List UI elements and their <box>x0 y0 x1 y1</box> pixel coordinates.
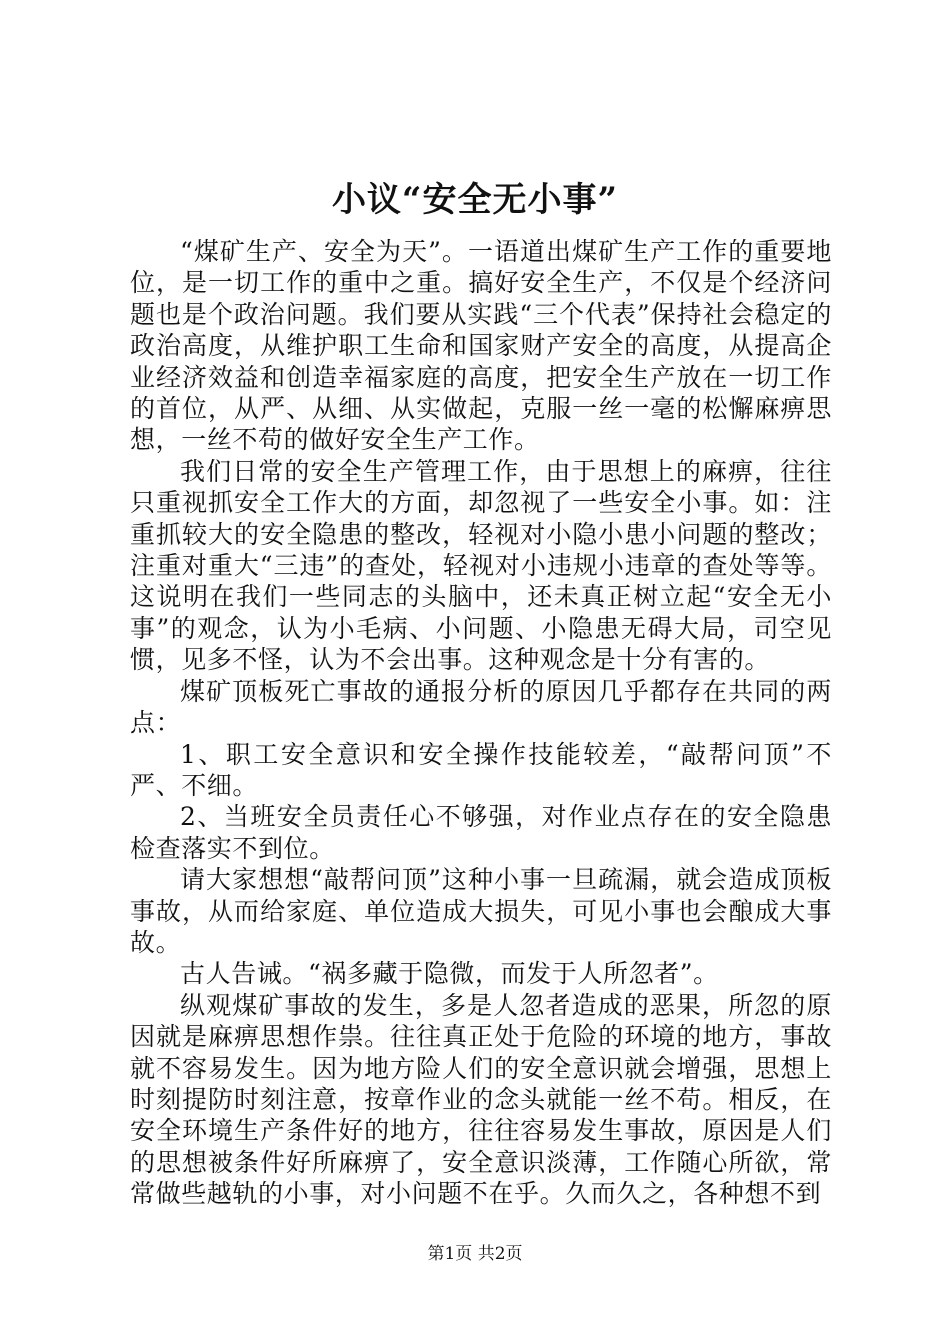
paragraph: 2、当班安全员责任心不够强，对作业点存在的安全隐患检查落实不到位。 <box>130 802 832 863</box>
paragraph: 纵观煤矿事故的发生，多是人忽者造成的恶果，所忽的原因就是麻痹思想作祟。往往真正处于危险的环境的地方，事故就不容易发生。因为地方险人们的安全意识就会增强，思想上时刻提防时刻注意，按章作业的念头就能一丝不苟。相反，在安全环境生产条件好的地方，往往容易发生事故，原因是人们的思想被条件好所麻痹了，安全意识淡薄，工作随心所欲，常常做些越轨的小事，对小问题不在乎。久而久之，各种想不到 <box>130 990 832 1209</box>
paragraph: 请大家想想“敲帮问顶”这种小事一旦疏漏，就会造成顶板事故，从而给家庭、单位造成大损失，可见小事也会酿成大事故。 <box>130 865 832 957</box>
paragraph: “煤矿生产、安全为天”。一语道出煤矿生产工作的重要地位，是一切工作的重中之重。搞好安全生产，不仅是个经济问题也是个政治问题。我们要从实践“三个代表”保持社会稳定的政治高度，从维护职工生命和国家财产安全的高度，从提高企业经济效益和创造幸福家庭的高度，把安全生产放在一切工作的首位，从严、从细、从实做起，克服一丝一毫的松懈麻痹思想，一丝不苟的做好安全生产工作。 <box>130 237 832 455</box>
paragraph: 煤矿顶板死亡事故的通报分析的原因几乎都存在共同的两点： <box>130 676 832 738</box>
document-title: 小议“安全无小事” <box>331 180 619 220</box>
document-body <box>130 236 832 1210</box>
paragraph: 1、职工安全意识和安全操作技能较差，“敲帮问顶”不严、不细。 <box>130 739 832 800</box>
paragraph: 我们日常的安全生产管理工作，由于思想上的麻痹，往往只重视抓安全工作大的方面，却忽视了一些安全小事。如：注重抓较大的安全隐患的整改，轻视对小隐小患小问题的整改；注重对重大“三违”的查处，轻视对小违规小违章的查处等等。这说明在我们一些同志的头脑中，还未真正树立起“安全无小事”的观念，认为小毛病、小问题、小隐患无碍大局，司空见惯，见多不怪，认为不会出事。这种观念是十分有害的。 <box>130 456 832 675</box>
paragraph: 古人告诫。“祸多藏于隐微，而发于人所忽者”。 <box>180 959 719 989</box>
page-footer: 第1页 共2页 <box>427 1244 523 1264</box>
